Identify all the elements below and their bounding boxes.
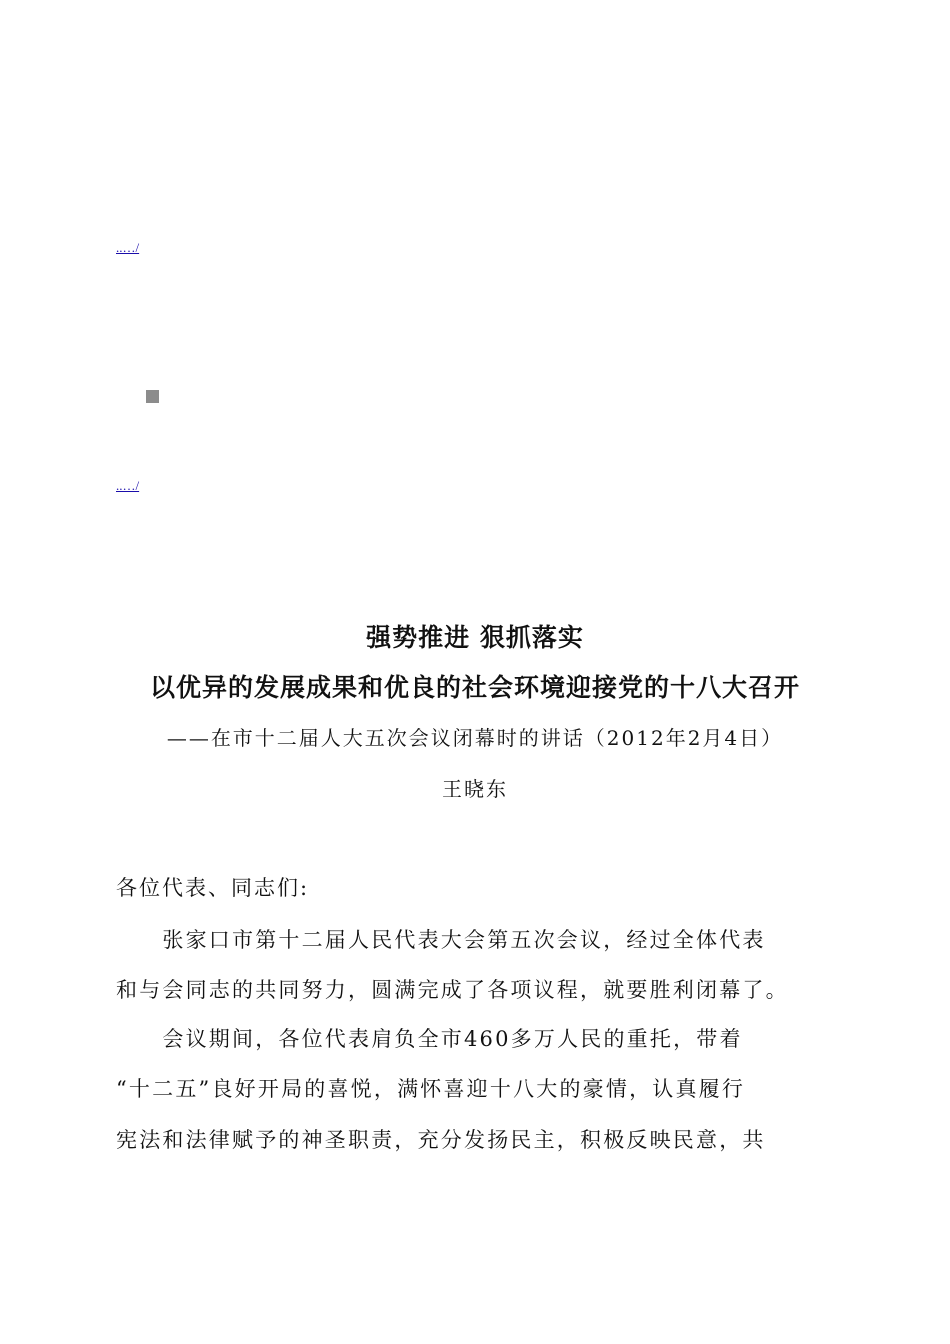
nav-link-bottom[interactable]: ..…/ [116,478,140,493]
author: 王晓东 [442,777,508,801]
subtitle: ——在市十二届人大五次会议闭幕时的讲话（2012年2月4日） [166,726,784,750]
paragraph-line: 会议期间，各位代表肩负全市460多万人民的重托，带着 [116,1027,743,1051]
square-icon [146,390,159,403]
salutation: 各位代表、同志们: [116,876,310,900]
page-title: 强势推进 狠抓落实 [366,623,584,652]
page-title-line2: 以优异的发展成果和优良的社会环境迎接党的十八大召开 [149,673,800,702]
nav-link-top[interactable]: ..…/ [116,240,140,255]
paragraph-line: “十二五”良好开局的喜悦，满怀喜迎十八大的豪情，认真履行 [116,1077,746,1101]
paragraph-line: 宪法和法律赋予的神圣职责，充分发扬民主，积极反映民意，共 [116,1128,766,1152]
paragraph-line: 张家口市第十二届人民代表大会第五次会议，经过全体代表 [116,928,766,952]
paragraph-line: 和与会同志的共同努力，圆满完成了各项议程，就要胜利闭幕了。 [116,978,789,1002]
